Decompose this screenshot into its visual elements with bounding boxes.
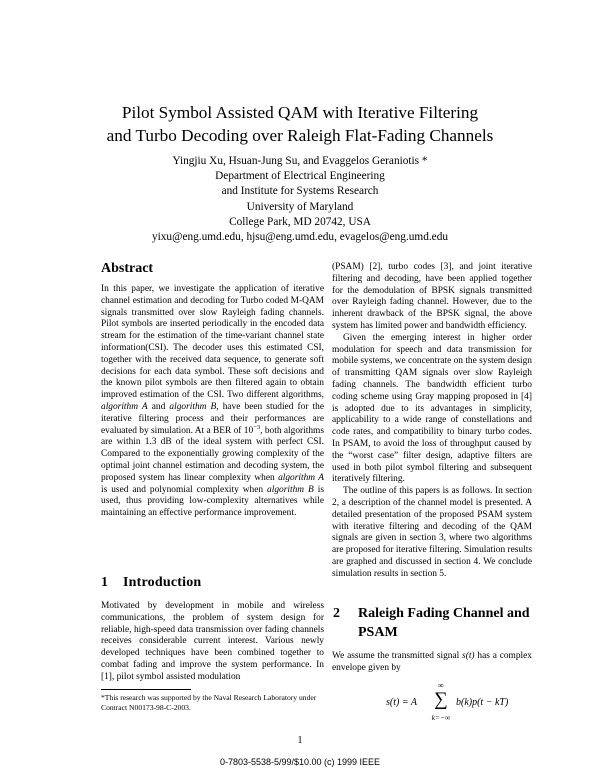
section2-paragraph [332,651,532,675]
ber-exponent: −3 [253,423,261,431]
section2-body [332,651,532,675]
author-emails: yixu@eng.umd.edu, hjsu@eng.umd.edu, evagelos@eng.umd.edu [151,231,448,244]
equation-rhs: b(k)p(t − kT) [456,697,509,708]
body-paragraph: The outline of this papers is as follows. In section 2, a description of the channel model is presented. A detailed presentation of the proposed PSAM system with iterative filtering and decoding of the QAM signals are given in section 3, where two algorithms are proposed for iterative filtering. Simulation results are graphed and discussed in section 4. We conclude simulation results in section 5. [332,486,532,579]
section2-text: We assume the transmitted signal [332,651,463,661]
title-line: and Turbo Decoding over Raleigh Flat-Fading Channels [106,126,494,145]
author-names: Yingjiu Xu, Hsuan-Jung Su, and Evaggelos Geraniotis * [172,155,428,167]
algorithm-b-term: algorithm B [169,401,217,412]
abstract-text: , both algorithms are within 1.3 dB of the ideal system with perfect CSI. Compared to the exponentially growing complexity of the optimal joint channel estimation and decoding system, the proposed system has linear complexity when [101,425,324,483]
affiliation-line: Department of Electrical Engineering [215,170,385,183]
abstract-paragraph [101,284,324,520]
abstract-heading: Abstract [101,261,154,276]
signal-symbol: s(t) [462,651,475,661]
paper-title [60,101,540,147]
intro-body [101,601,324,684]
equation [358,681,538,723]
title-line: Pilot Symbol Assisted QAM with Iterative Filtering [121,103,479,122]
copyright-line: 0-7803-5538-5/99/$10.00 (c) 1999 IEEE [219,757,381,767]
sum-symbol: ∑ [434,689,448,710]
author-block [60,154,540,245]
abstract-text: is used and polynomial complexity when [101,484,268,495]
section-title: Introduction [123,575,202,590]
section2-heading-line [333,604,533,623]
section-number: 1 [101,575,109,590]
footnote: *This research was supported by the Naval Research Laboratory under Contract N00173-98-C-2003. [101,693,317,712]
intro-heading [101,575,201,591]
sum-upper-limit: ∞ [438,681,444,690]
equation-lhs: s(t) = A [386,697,418,708]
abstract-text: and [147,401,170,412]
section2-heading [333,604,533,642]
section2-text: has a complex envelope given by [332,651,532,673]
algorithm-a-term: algorithm A [278,472,325,483]
right-column-body [332,262,532,581]
affiliation-line: College Park, MD 20742, USA [229,215,371,228]
affiliation-line: and Institute for Systems Research [221,185,379,198]
section2-heading-line: PSAM [358,625,398,640]
algorithm-b-term: algorithm B [267,484,314,495]
abstract-text: In this paper, we investigate the application of iterative channel estimation and decoding for Turbo coded M-QAM signals transmitted over slow Rayleigh fading channels. Pilot symbols are inserted periodically in the encoded data stream for the estimation of the time-variant channel state information(CSI). The decoder uses this estimated CSI, together with the received data sequence, to generate soft decisions for each data symbol. These soft decisions and the known pilot symbols are then filtered again to obtain improved estimation of the CSI. Two different algorithms, [101,284,324,401]
sum-lower-limit: k=−∞ [431,713,451,722]
algorithm-a-term: algorithm A [101,401,148,412]
section-title: Raleigh Fading Channel and [358,606,530,621]
footnote-rule [101,689,191,690]
abstract-body [101,284,324,520]
body-paragraph: (PSAM) [2], turbo codes [3], and joint iterative filtering and decoding, have been applied together for the demodulation of BPSK signals transmitted over Rayleigh fading channel. However, due to the inherent drawback of the BPSK signal, the above system has limited power and bandwidth efficiency. [332,262,532,331]
intro-paragraph: Motivated by development in mobile and wireless communications, the problem of system design for reliable, high-speed data transmission over fading channels receives considerable current interest. Various newly developed techniques have been combined together to combat fading and improve the system performance. In [1], pilot symbol assisted modulation [101,601,324,682]
page-number: 1 [297,735,303,746]
section-number: 2 [333,606,340,621]
body-paragraph: Given the emerging interest in higher order modulation for speech and data transmission for mobile systems, we concentrate on the system design of transmitting QAM signals over slow Rayleigh fading channels. The bandwidth efficient turbo coding scheme using Gray mapping proposed in [4] is adopted due to its advantages in simplicity, applicability to a wide range of constellations and code rates, and compatibility to binary turbo codes. In PSAM, to avoid the loss of throughput caused by the “worst case” filter design, adaptive filters are used in both pilot symbol filtering and subsequent iteratively filtering. [332,332,532,485]
abstract-text: is used, thus providing low-complexity alternatives while maintaining an effective performance improvement. [101,484,324,519]
abstract-text: , have been studied for the iterative filtering process and their performances are evaluated by simulation. At a BER of 10 [101,401,324,436]
affiliation-line: University of Maryland [246,200,354,213]
